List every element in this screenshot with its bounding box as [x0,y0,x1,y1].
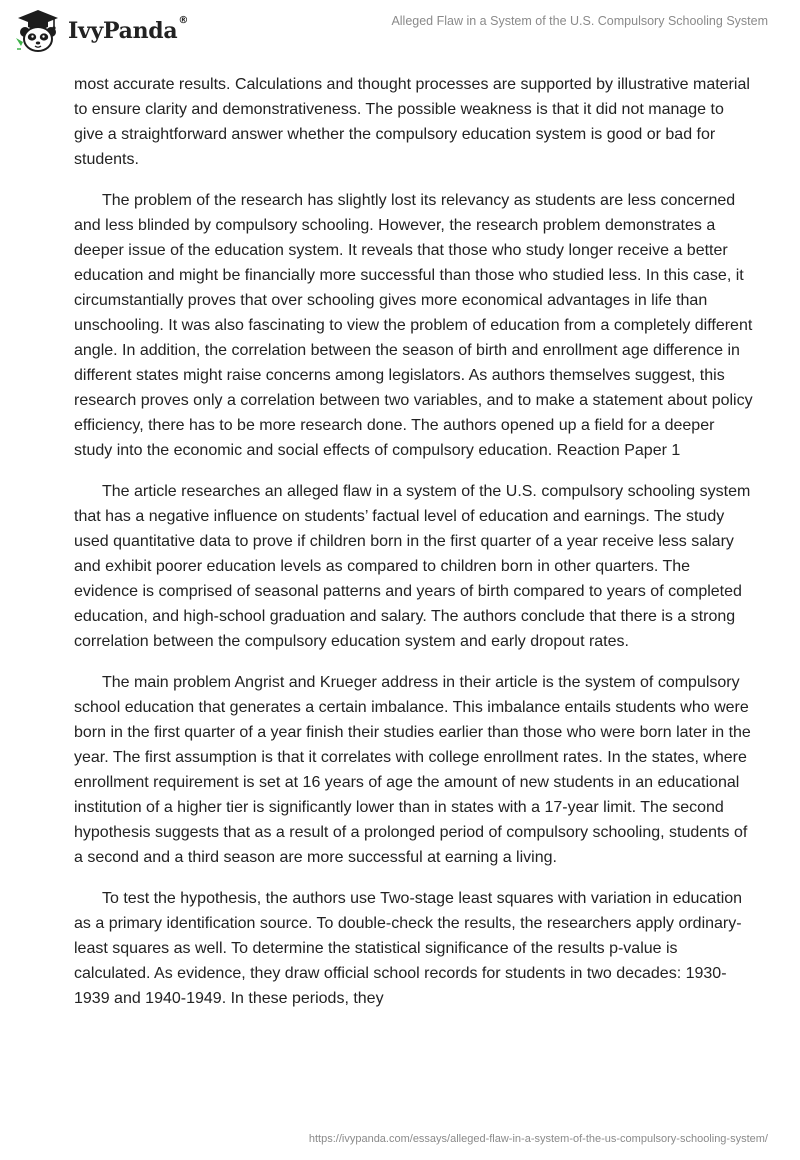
registered-mark: ® [178,15,189,26]
paragraph: most accurate results. Calculations and thought processes are supported by illustrative material to ensure clarity and demonstrativeness. The possible weakness is that it did not manage to give a straightforward answer whether the compulsory education system is good or bad for students. [74,76,750,168]
brand-name: IvyPanda® [68,15,189,44]
brand-logo[interactable] [14,8,188,54]
paragraph: The article researches an alleged flaw in a system of the U.S. compulsory schooling system that has a negative influence on students’ factual level of education and earnings. The study used quantitative data to prove if children born in the first quarter of a year receive less salary and exhibit poorer education levels as compared to children born in other quarters. The evidence is comprised of seasonal patterns and years of birth compared to years of completed education, and high-school graduation and salary. The authors conclude that there is a strong correlation between the compulsory education system and early dropout rates. [74,483,751,650]
essay-body [74,72,754,1027]
source-url[interactable]: https://ivypanda.com/essays/alleged-flaw-in-a-system-of-the-us-compulsory-schooling-system/ [308,1133,768,1145]
page-header [0,0,800,70]
paragraph: The problem of the research has slightly lost its relevancy as students are less concerned and less blinded by compulsory schooling. However, the research problem demonstrates a deeper issue of the education system. It reveals that those who study longer receive a better education and might be financially more successful than those who studied less. In this case, it circumstantially proves that over schooling gives more economical advantages in life than unschooling. It was also fascinating to view the problem of education from a completely different angle. In addition, the correlation between the season of birth and enrollment age difference in different states might raise concerns among legislators. As authors themselves suggest, this research proves only a correlation between two variables, and to make a statement about policy efficiency, there has to be more research done. The authors opened up a field for a deeper study into the economic and social effects of compulsory education. Reaction Paper 1 [74,192,753,459]
document-title: Alleged Flaw in a System of the U.S. Compulsory Schooling System [391,14,768,28]
paragraph: The main problem Angrist and Krueger address in their article is the system of compulsory school education that generates a certain imbalance. This imbalance entails students who were born in the first quarter of a year finish their studies earlier than those who were born later in the year. The first assumption is that it correlates with college enrollment rates. In the states, where enrollment requirement is set at 16 years of age the amount of new students in an educational institution of a higher tier is significantly lower than in states with a 17-year limit. The second hypothesis suggests that as a result of a prolonged period of compulsory schooling, students of a second and a third season are more successful at earning a living. [74,674,751,866]
paragraph: To test the hypothesis, the authors use Two-stage least squares with variation in education as a primary identification source. To double-check the results, the researchers apply ordinary-least squares as well. To determine the statistical significance of the results p-value is calculated. As evidence, they draw official school records for students in two decades: 1930-1939 and 1940-1949. In these periods, they [74,890,743,1007]
panda-graduation-cap-icon [14,8,62,54]
